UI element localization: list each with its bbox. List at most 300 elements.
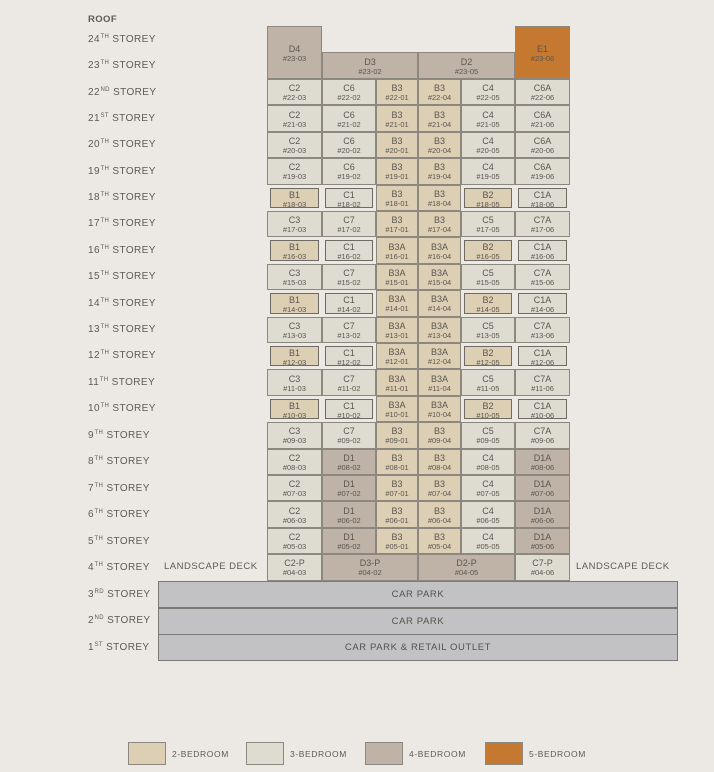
- unit-cell[interactable]: [418, 185, 461, 211]
- unit-cell[interactable]: [515, 528, 570, 554]
- unit-code: #19-06: [530, 172, 555, 182]
- unit-cell[interactable]: [322, 132, 376, 158]
- unit-type: B3: [433, 531, 445, 542]
- unit-type: C1: [343, 400, 355, 411]
- unit-cell[interactable]: [515, 554, 570, 580]
- unit-code: #16-02: [337, 252, 361, 261]
- unit-cell[interactable]: [461, 79, 515, 105]
- unit-cell[interactable]: [376, 528, 418, 554]
- unit-cell[interactable]: [270, 293, 319, 313]
- unit-code: #07-02: [337, 489, 361, 499]
- unit-cell[interactable]: [518, 240, 567, 260]
- unit-code: #06-03: [282, 515, 307, 525]
- unit-code: #16-04: [427, 251, 452, 261]
- unit-cell[interactable]: [461, 528, 515, 554]
- unit-type: B3A: [388, 241, 406, 252]
- unit-cell[interactable]: [267, 105, 322, 131]
- unit-code: #14-04: [427, 304, 452, 314]
- unit-cell[interactable]: [464, 240, 512, 260]
- unit-type: B3: [391, 479, 403, 490]
- unit-cell[interactable]: [461, 501, 515, 527]
- unit-type: B3: [433, 215, 445, 226]
- unit-cell[interactable]: [376, 501, 418, 527]
- unit-type: D1A: [533, 505, 552, 516]
- unit-code: #07-05: [476, 489, 500, 499]
- unit-code: #07-06: [530, 489, 555, 499]
- storey-label: 1ST STOREY: [88, 642, 150, 653]
- unit-code: #15-06: [530, 277, 555, 287]
- unit-cell[interactable]: [464, 399, 512, 419]
- unit-code: #14-05: [476, 305, 500, 314]
- unit-cell[interactable]: [267, 449, 322, 475]
- unit-code: #21-01: [385, 119, 409, 129]
- unit-cell[interactable]: [418, 79, 461, 105]
- unit-type: C1: [343, 348, 355, 358]
- unit-cell[interactable]: [376, 185, 418, 211]
- unit-cell[interactable]: [270, 346, 319, 366]
- unit-code: #21-03: [282, 119, 307, 129]
- unit-code: #20-02: [337, 145, 361, 155]
- unit-type: B3: [433, 505, 445, 516]
- unit-cell[interactable]: [461, 211, 515, 237]
- unit-type: C4: [482, 83, 494, 94]
- unit-type: D4: [288, 43, 301, 54]
- unit-cell[interactable]: [376, 290, 418, 316]
- unit-code: #17-02: [337, 225, 361, 235]
- unit-cell[interactable]: [270, 399, 319, 419]
- unit-code: #23-03: [282, 53, 307, 63]
- unit-type: D1: [343, 505, 355, 516]
- unit-type: C2: [288, 505, 301, 516]
- unit-cell[interactable]: [515, 501, 570, 527]
- unit-cell[interactable]: [267, 211, 322, 237]
- unit-type: B2: [482, 400, 494, 411]
- unit-cell[interactable]: [518, 293, 567, 313]
- unit-type: C2-P: [284, 558, 305, 569]
- unit-cell[interactable]: [322, 554, 418, 580]
- unit-cell[interactable]: [325, 240, 373, 260]
- unit-type: C4: [482, 162, 494, 173]
- unit-type: C3: [288, 373, 301, 384]
- unit-cell[interactable]: [461, 449, 515, 475]
- unit-type: D3: [364, 56, 376, 67]
- unit-type: C2: [288, 531, 301, 542]
- unit-cell[interactable]: [515, 317, 570, 343]
- unit-cell[interactable]: [325, 293, 373, 313]
- unit-code: #12-02: [337, 358, 361, 367]
- unit-code: #08-02: [337, 462, 361, 472]
- unit-cell[interactable]: [418, 132, 461, 158]
- unit-cell[interactable]: [418, 475, 461, 501]
- roof-label: ROOF: [88, 14, 118, 25]
- unit-code: #05-03: [282, 541, 307, 551]
- unit-code: #12-04: [427, 357, 452, 367]
- unit-cell[interactable]: [461, 105, 515, 131]
- unit-cell[interactable]: [461, 317, 515, 343]
- unit-code: #10-06: [530, 410, 555, 420]
- unit-code: #13-05: [476, 330, 500, 340]
- unit-type: B3: [433, 83, 445, 94]
- unit-cell[interactable]: [418, 343, 461, 369]
- unit-cell[interactable]: [515, 79, 570, 105]
- storey-label: 3RD STOREY: [88, 589, 151, 600]
- unit-type: C2: [288, 109, 301, 120]
- unit-type: B3: [391, 531, 403, 542]
- unit-type: C2: [288, 452, 301, 463]
- unit-type: C4: [482, 531, 494, 542]
- unit-type: B3: [433, 109, 445, 120]
- unit-type: B3: [391, 215, 403, 226]
- storey-label: 12TH STOREY: [88, 350, 156, 361]
- unit-code: #23-06: [530, 53, 555, 63]
- unit-cell[interactable]: [376, 158, 418, 184]
- unit-code: #21-04: [427, 119, 452, 129]
- unit-type: C1A: [533, 242, 552, 253]
- unit-type: C7: [343, 426, 355, 437]
- unit-type: C4: [482, 109, 494, 120]
- unit-cell[interactable]: [322, 449, 376, 475]
- unit-code: #17-04: [427, 225, 452, 235]
- unit-code: #08-05: [476, 462, 500, 472]
- storey-label: 22ND STOREY: [88, 87, 157, 98]
- unit-cell[interactable]: [376, 211, 418, 237]
- unit-code: #16-01: [385, 251, 409, 261]
- unit-type: C7A: [533, 267, 552, 278]
- unit-cell[interactable]: [418, 317, 461, 343]
- unit-code: #19-02: [337, 172, 361, 182]
- unit-cell[interactable]: [515, 449, 570, 475]
- unit-cell[interactable]: [464, 293, 512, 313]
- unit-cell[interactable]: [376, 343, 418, 369]
- unit-code: #10-01: [385, 409, 409, 419]
- unit-type: B2: [482, 348, 494, 358]
- unit-type: C2: [288, 83, 301, 94]
- car-park-level-2: CAR PARK: [158, 608, 678, 635]
- unit-type: B3: [391, 188, 403, 199]
- unit-cell[interactable]: [461, 264, 515, 290]
- unit-cell[interactable]: [515, 105, 570, 131]
- unit-type: B3A: [388, 294, 406, 305]
- unit-type: B3: [433, 479, 445, 490]
- storey-label: 14TH STOREY: [88, 298, 156, 309]
- unit-code: #05-02: [337, 541, 361, 551]
- unit-cell[interactable]: [267, 132, 322, 158]
- unit-type: B1: [288, 348, 300, 358]
- unit-code: #14-01: [385, 304, 409, 314]
- unit-type: C7: [343, 215, 355, 226]
- unit-code: #10-02: [337, 410, 361, 420]
- legend-label: 4-BEDROOM: [409, 749, 466, 759]
- unit-cell[interactable]: [322, 158, 376, 184]
- storey-label: 6TH STOREY: [88, 509, 150, 520]
- unit-cell[interactable]: [376, 369, 418, 395]
- unit-code: #10-04: [427, 409, 452, 419]
- storey-label: 16TH STOREY: [88, 245, 156, 256]
- unit-cell[interactable]: [461, 369, 515, 395]
- unit-code: #13-06: [530, 330, 555, 340]
- unit-cell[interactable]: [322, 317, 376, 343]
- unit-cell[interactable]: [267, 369, 322, 395]
- unit-code: #17-01: [385, 225, 409, 235]
- unit-code: #19-04: [427, 172, 452, 182]
- unit-code: #14-02: [337, 305, 361, 314]
- unit-cell[interactable]: [270, 240, 319, 260]
- unit-type: B3A: [388, 347, 406, 358]
- unit-type: B1: [288, 189, 300, 200]
- storey-label: 17TH STOREY: [88, 218, 156, 229]
- unit-cell[interactable]: [376, 317, 418, 343]
- unit-code: #13-04: [427, 330, 452, 340]
- unit-cell[interactable]: [267, 554, 322, 580]
- unit-cell[interactable]: [418, 237, 461, 263]
- storey-label: 23TH STOREY: [88, 60, 156, 71]
- unit-code: #15-02: [337, 277, 361, 287]
- unit-type: C5: [482, 320, 494, 331]
- unit-cell[interactable]: [267, 264, 322, 290]
- unit-cell[interactable]: [270, 188, 319, 208]
- unit-code: #15-04: [427, 277, 452, 287]
- unit-type: C4: [482, 135, 494, 146]
- unit-type: C3: [288, 267, 301, 278]
- unit-code: #04-06: [530, 568, 555, 578]
- unit-cell[interactable]: [322, 501, 376, 527]
- unit-type: B1: [288, 295, 300, 306]
- unit-type: B3: [433, 452, 445, 463]
- unit-type: C6: [343, 135, 355, 146]
- unit-cell[interactable]: [322, 369, 376, 395]
- unit-type: B3: [391, 135, 403, 146]
- storey-label: 9TH STOREY: [88, 430, 150, 441]
- unit-type: D3-P: [359, 558, 381, 569]
- unit-type: B3: [433, 135, 445, 146]
- unit-cell[interactable]: [267, 501, 322, 527]
- unit-code: #04-02: [358, 568, 382, 578]
- unit-code: #20-01: [385, 145, 409, 155]
- unit-cell[interactable]: [418, 528, 461, 554]
- unit-cell[interactable]: [267, 475, 322, 501]
- unit-cell[interactable]: [322, 105, 376, 131]
- unit-cell[interactable]: [515, 264, 570, 290]
- unit-code: #06-06: [530, 515, 555, 525]
- unit-code: #22-02: [337, 93, 361, 103]
- unit-code: #11-02: [337, 383, 361, 393]
- unit-type: C6A: [533, 162, 552, 173]
- unit-cell[interactable]: [418, 105, 461, 131]
- unit-cell[interactable]: [322, 528, 376, 554]
- unit-code: #16-03: [282, 252, 307, 261]
- unit-cell[interactable]: [464, 346, 512, 366]
- unit-type: C1: [343, 242, 355, 253]
- legend-swatch: [485, 742, 523, 765]
- unit-type: D1: [343, 479, 355, 490]
- unit-cell[interactable]: [267, 158, 322, 184]
- unit-cell[interactable]: [418, 554, 515, 580]
- unit-type: D2-P: [456, 558, 477, 569]
- unit-code: #11-06: [531, 383, 554, 393]
- unit-code: #12-06: [530, 358, 555, 367]
- unit-cell[interactable]: [418, 449, 461, 475]
- unit-cell[interactable]: [418, 369, 461, 395]
- unit-cell[interactable]: [515, 475, 570, 501]
- unit-cell[interactable]: [376, 264, 418, 290]
- unit-cell[interactable]: [325, 346, 373, 366]
- unit-code: #22-01: [385, 93, 409, 103]
- unit-code: #05-05: [476, 541, 500, 551]
- unit-cell[interactable]: [461, 475, 515, 501]
- unit-code: #04-03: [282, 568, 307, 578]
- unit-cell[interactable]: [515, 158, 570, 184]
- unit-type: B3A: [430, 347, 448, 358]
- unit-code: #05-06: [530, 541, 555, 551]
- unit-cell[interactable]: [376, 396, 418, 422]
- storey-label: 15TH STOREY: [88, 271, 156, 282]
- unit-cell[interactable]: [267, 79, 322, 105]
- legend-swatch: [365, 742, 403, 765]
- unit-cell[interactable]: [518, 399, 567, 419]
- unit-cell[interactable]: [376, 132, 418, 158]
- unit-cell[interactable]: [267, 422, 322, 448]
- unit-code: #20-04: [427, 145, 452, 155]
- unit-cell[interactable]: [267, 26, 322, 79]
- unit-type: C7A: [533, 215, 552, 226]
- unit-cell[interactable]: [322, 52, 418, 79]
- unit-code: #23-05: [454, 66, 479, 76]
- unit-code: #08-01: [385, 462, 409, 472]
- unit-type: C1A: [533, 295, 552, 306]
- unit-code: #11-01: [385, 383, 409, 393]
- unit-code: #11-03: [283, 383, 306, 393]
- unit-type: C6: [343, 162, 355, 173]
- unit-code: #16-06: [530, 252, 555, 261]
- unit-cell[interactable]: [464, 188, 512, 208]
- unit-type: B3: [391, 109, 403, 120]
- unit-code: #18-05: [476, 199, 500, 208]
- legend-label: 2-BEDROOM: [172, 749, 229, 759]
- storey-label: 13TH STOREY: [88, 324, 156, 335]
- unit-code: #05-04: [427, 541, 452, 551]
- unit-type: C4: [482, 479, 494, 490]
- unit-cell[interactable]: [418, 501, 461, 527]
- landscape-deck-left: LANDSCAPE DECK: [164, 561, 258, 572]
- unit-cell[interactable]: [461, 158, 515, 184]
- unit-code: #06-01: [385, 515, 409, 525]
- unit-cell[interactable]: [418, 422, 461, 448]
- storey-label: 20TH STOREY: [88, 139, 156, 150]
- unit-cell[interactable]: [518, 346, 567, 366]
- unit-code: #06-02: [337, 515, 361, 525]
- unit-cell[interactable]: [515, 211, 570, 237]
- unit-cell[interactable]: [418, 52, 515, 79]
- unit-cell[interactable]: [376, 237, 418, 263]
- unit-type: B2: [482, 295, 494, 306]
- legend-label: 3-BEDROOM: [290, 749, 347, 759]
- unit-cell[interactable]: [376, 79, 418, 105]
- unit-cell[interactable]: [418, 290, 461, 316]
- unit-cell[interactable]: [418, 158, 461, 184]
- unit-cell[interactable]: [325, 188, 373, 208]
- car-park-retail-level-1: CAR PARK & RETAIL OUTLET: [158, 634, 678, 661]
- unit-cell[interactable]: [418, 264, 461, 290]
- unit-cell[interactable]: [376, 422, 418, 448]
- unit-type: B3: [391, 505, 403, 516]
- unit-type: B2: [482, 189, 494, 200]
- unit-cell[interactable]: [515, 26, 570, 79]
- unit-cell[interactable]: [515, 369, 570, 395]
- unit-cell[interactable]: [267, 317, 322, 343]
- storey-label: 24TH STOREY: [88, 34, 156, 45]
- unit-code: #17-03: [282, 225, 307, 235]
- unit-cell[interactable]: [322, 264, 376, 290]
- unit-cell[interactable]: [376, 105, 418, 131]
- unit-code: #09-01: [385, 436, 409, 446]
- unit-code: #21-06: [530, 119, 555, 129]
- unit-code: #11-04: [428, 383, 451, 393]
- storey-label: 8TH STOREY: [88, 456, 150, 467]
- unit-cell[interactable]: [267, 528, 322, 554]
- unit-type: C7: [343, 373, 355, 384]
- unit-cell[interactable]: [322, 211, 376, 237]
- unit-cell[interactable]: [322, 475, 376, 501]
- unit-cell[interactable]: [515, 132, 570, 158]
- unit-cell[interactable]: [376, 475, 418, 501]
- unit-code: #21-02: [337, 119, 361, 129]
- unit-code: #09-05: [476, 436, 500, 446]
- unit-code: #15-03: [282, 277, 307, 287]
- unit-code: #18-03: [282, 199, 307, 208]
- unit-type: D1A: [533, 479, 552, 490]
- storey-label: 7TH STOREY: [88, 483, 150, 494]
- unit-type: C5: [482, 373, 494, 384]
- unit-type: C7A: [533, 320, 552, 331]
- unit-type: C1: [343, 189, 355, 200]
- unit-type: B3A: [388, 320, 406, 331]
- unit-cell[interactable]: [461, 422, 515, 448]
- unit-cell[interactable]: [322, 79, 376, 105]
- unit-type: C6A: [533, 83, 552, 94]
- unit-code: #18-02: [337, 199, 361, 208]
- unit-cell[interactable]: [325, 399, 373, 419]
- unit-type: C7A: [533, 373, 552, 384]
- unit-type: D1A: [533, 452, 552, 463]
- unit-type: D2: [460, 56, 473, 67]
- legend-swatch: [128, 742, 166, 765]
- landscape-deck-right: LANDSCAPE DECK: [576, 561, 670, 572]
- unit-code: #10-03: [282, 410, 307, 420]
- unit-cell[interactable]: [518, 188, 567, 208]
- unit-cell[interactable]: [418, 211, 461, 237]
- unit-code: #18-01: [385, 198, 409, 208]
- unit-type: C4: [482, 505, 494, 516]
- unit-code: #12-01: [385, 357, 409, 367]
- unit-code: #06-05: [476, 515, 500, 525]
- unit-code: #11-05: [476, 383, 500, 393]
- unit-type: D1: [343, 531, 355, 542]
- unit-type: B3A: [388, 267, 406, 278]
- unit-type: B1: [288, 400, 300, 411]
- unit-type: B3: [391, 83, 403, 94]
- unit-type: B3: [433, 188, 445, 199]
- legend-label: 5-BEDROOM: [529, 749, 586, 759]
- unit-cell[interactable]: [515, 422, 570, 448]
- unit-cell[interactable]: [418, 396, 461, 422]
- unit-cell[interactable]: [376, 449, 418, 475]
- unit-code: #12-05: [476, 358, 500, 367]
- unit-type: C5: [482, 215, 494, 226]
- unit-cell[interactable]: [461, 132, 515, 158]
- unit-cell[interactable]: [322, 422, 376, 448]
- unit-type: B3A: [430, 320, 448, 331]
- unit-code: #19-03: [282, 172, 307, 182]
